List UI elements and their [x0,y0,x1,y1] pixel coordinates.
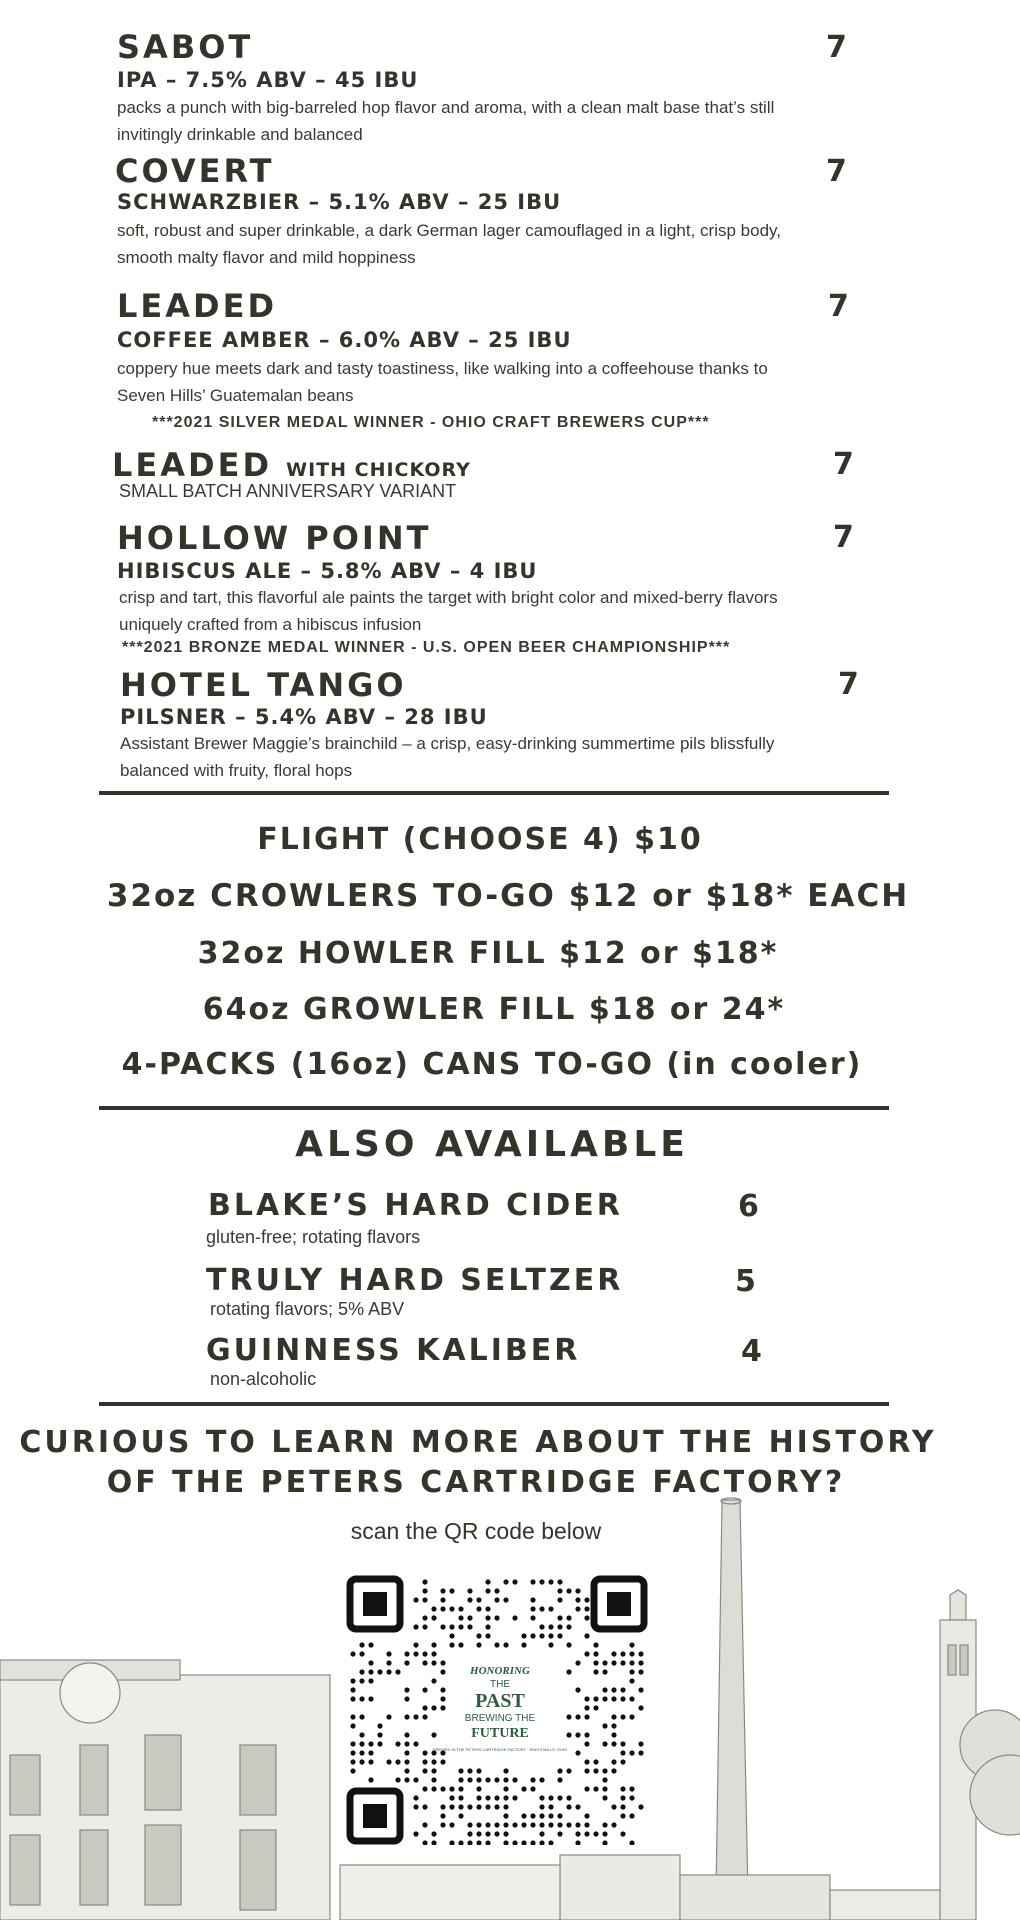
beer-desc-leaded-chickory: SMALL BATCH ANNIVERSARY VARIANT [119,481,457,501]
divider-1 [99,791,889,795]
beer-name-covert: COVERT [115,152,275,190]
beer-name-hotel-tango: HOTEL TANGO [120,666,407,704]
beer-style-hollow-point: HIBISCUS ALE – 5.8% ABV – 4 IBU [117,559,538,583]
beer-style-sabot: IPA – 7.5% ABV – 45 IBU [117,68,419,92]
beer-price-hotel-tango: 7 [838,667,859,702]
beer-style-covert: SCHWARZBIER – 5.1% ABV – 25 IBU [117,190,562,214]
beer-price-sabot: 7 [826,30,847,65]
beer-name-leaded-chickory [112,446,471,484]
beer-price-covert: 7 [826,154,847,189]
award-leaded: ***2021 SILVER MEDAL WINNER - OHIO CRAFT BREWERS CUP*** [152,414,710,431]
divider-3 [99,1402,889,1406]
beer-name-sabot: SABOT [117,28,254,66]
qr-code[interactable] [346,1575,648,1845]
offer-growler: 64oz GROWLER FILL $18 or 24* [202,992,786,1027]
beer-style-hotel-tango: PILSNER – 5.4% ABV – 28 IBU [120,705,488,729]
offer-cans: 4-PACKS (16oz) CANS TO-GO (in cooler) [121,1047,863,1082]
offer-crowlers: 32oz CROWLERS TO-GO $12 or $18* EACH [106,878,910,914]
history-line-1: CURIOUS TO LEARN MORE ABOUT THE HISTORY [19,1425,937,1460]
also-item-price-guinness: 4 [741,1334,762,1369]
scan-instruction: scan the QR code below [350,1518,602,1544]
offer-howler: 32oz HOWLER FILL $12 or $18* [197,936,779,971]
logo-future: FUTURE [471,1726,529,1741]
divider-2 [99,1106,889,1110]
also-item-name-guinness: GUINNESS KALIBER [206,1333,581,1368]
beer-price-hollow-point: 7 [833,520,854,555]
logo-honoring: HONORING [470,1665,530,1677]
beer-style-leaded: COFFEE AMBER – 6.0% ABV – 25 IBU [117,328,572,352]
beer-name-leaded: LEADED [117,287,277,325]
logo-the: THE [490,1679,510,1690]
beer-name-hollow-point: HOLLOW POINT [117,519,432,557]
history-line-2: OF THE PETERS CARTRIDGE FACTORY? [106,1465,846,1500]
beer-name-leaded-chickory-main: LEADED [112,446,272,484]
also-item-note-cider: gluten-free; rotating flavors [206,1227,421,1247]
beer-desc-hotel-tango: Assistant Brewer Maggie’s brainchild – a crisp, easy-drinking summertime pils blissfully balanced with fruity, floral hops [120,734,775,780]
beer-desc-leaded: coppery hue meets dark and tasty toastiness, like walking into a coffeehouse thanks to Seven Hills’ Guatemalan beans [117,359,768,405]
beer-name-leaded-chickory-suffix: WITH CHICKORY [286,459,471,481]
award-hollow-point: ***2021 BRONZE MEDAL WINNER - U.S. OPEN BEER CHAMPIONSHIP*** [122,639,731,656]
also-item-name-seltzer: TRULY HARD SELTZER [206,1263,624,1298]
also-item-note-seltzer: rotating flavors; 5% ABV [210,1299,405,1319]
logo-past: PAST [475,1690,525,1712]
beer-price-leaded-chickory: 7 [833,447,854,482]
beer-price-leaded: 7 [828,289,849,324]
beer-desc-sabot: packs a punch with big-barreled hop flavor and aroma, with a clean malt base that’s still invitingly drinkable and balanced [117,98,775,144]
also-item-name-cider: BLAKE’S HARD CIDER [208,1188,623,1223]
also-item-note-guinness: non-alcoholic [210,1369,317,1389]
also-title: ALSO AVAILABLE [295,1124,689,1165]
offer-flight: FLIGHT (CHOOSE 4) $10 [257,822,703,857]
also-item-price-seltzer: 5 [735,1264,756,1299]
also-item-price-cider: 6 [738,1189,759,1224]
beer-desc-hollow-point: crisp and tart, this flavorful ale paints the target with bright color and mixed-berry flavors uniquely crafted from a hibiscus infusion [119,588,778,634]
beer-desc-covert: soft, robust and super drinkable, a dark German lager camouflaged in a light, crisp body, smooth malty flavor and mild hoppiness [117,221,781,267]
logo-brewing-the: BREWING THE [464,1713,536,1724]
logo-fine-print: BREWED IN THE PETERS CARTRIDGE FACTORY · KINGS MILLS, OHIO [432,1747,568,1752]
